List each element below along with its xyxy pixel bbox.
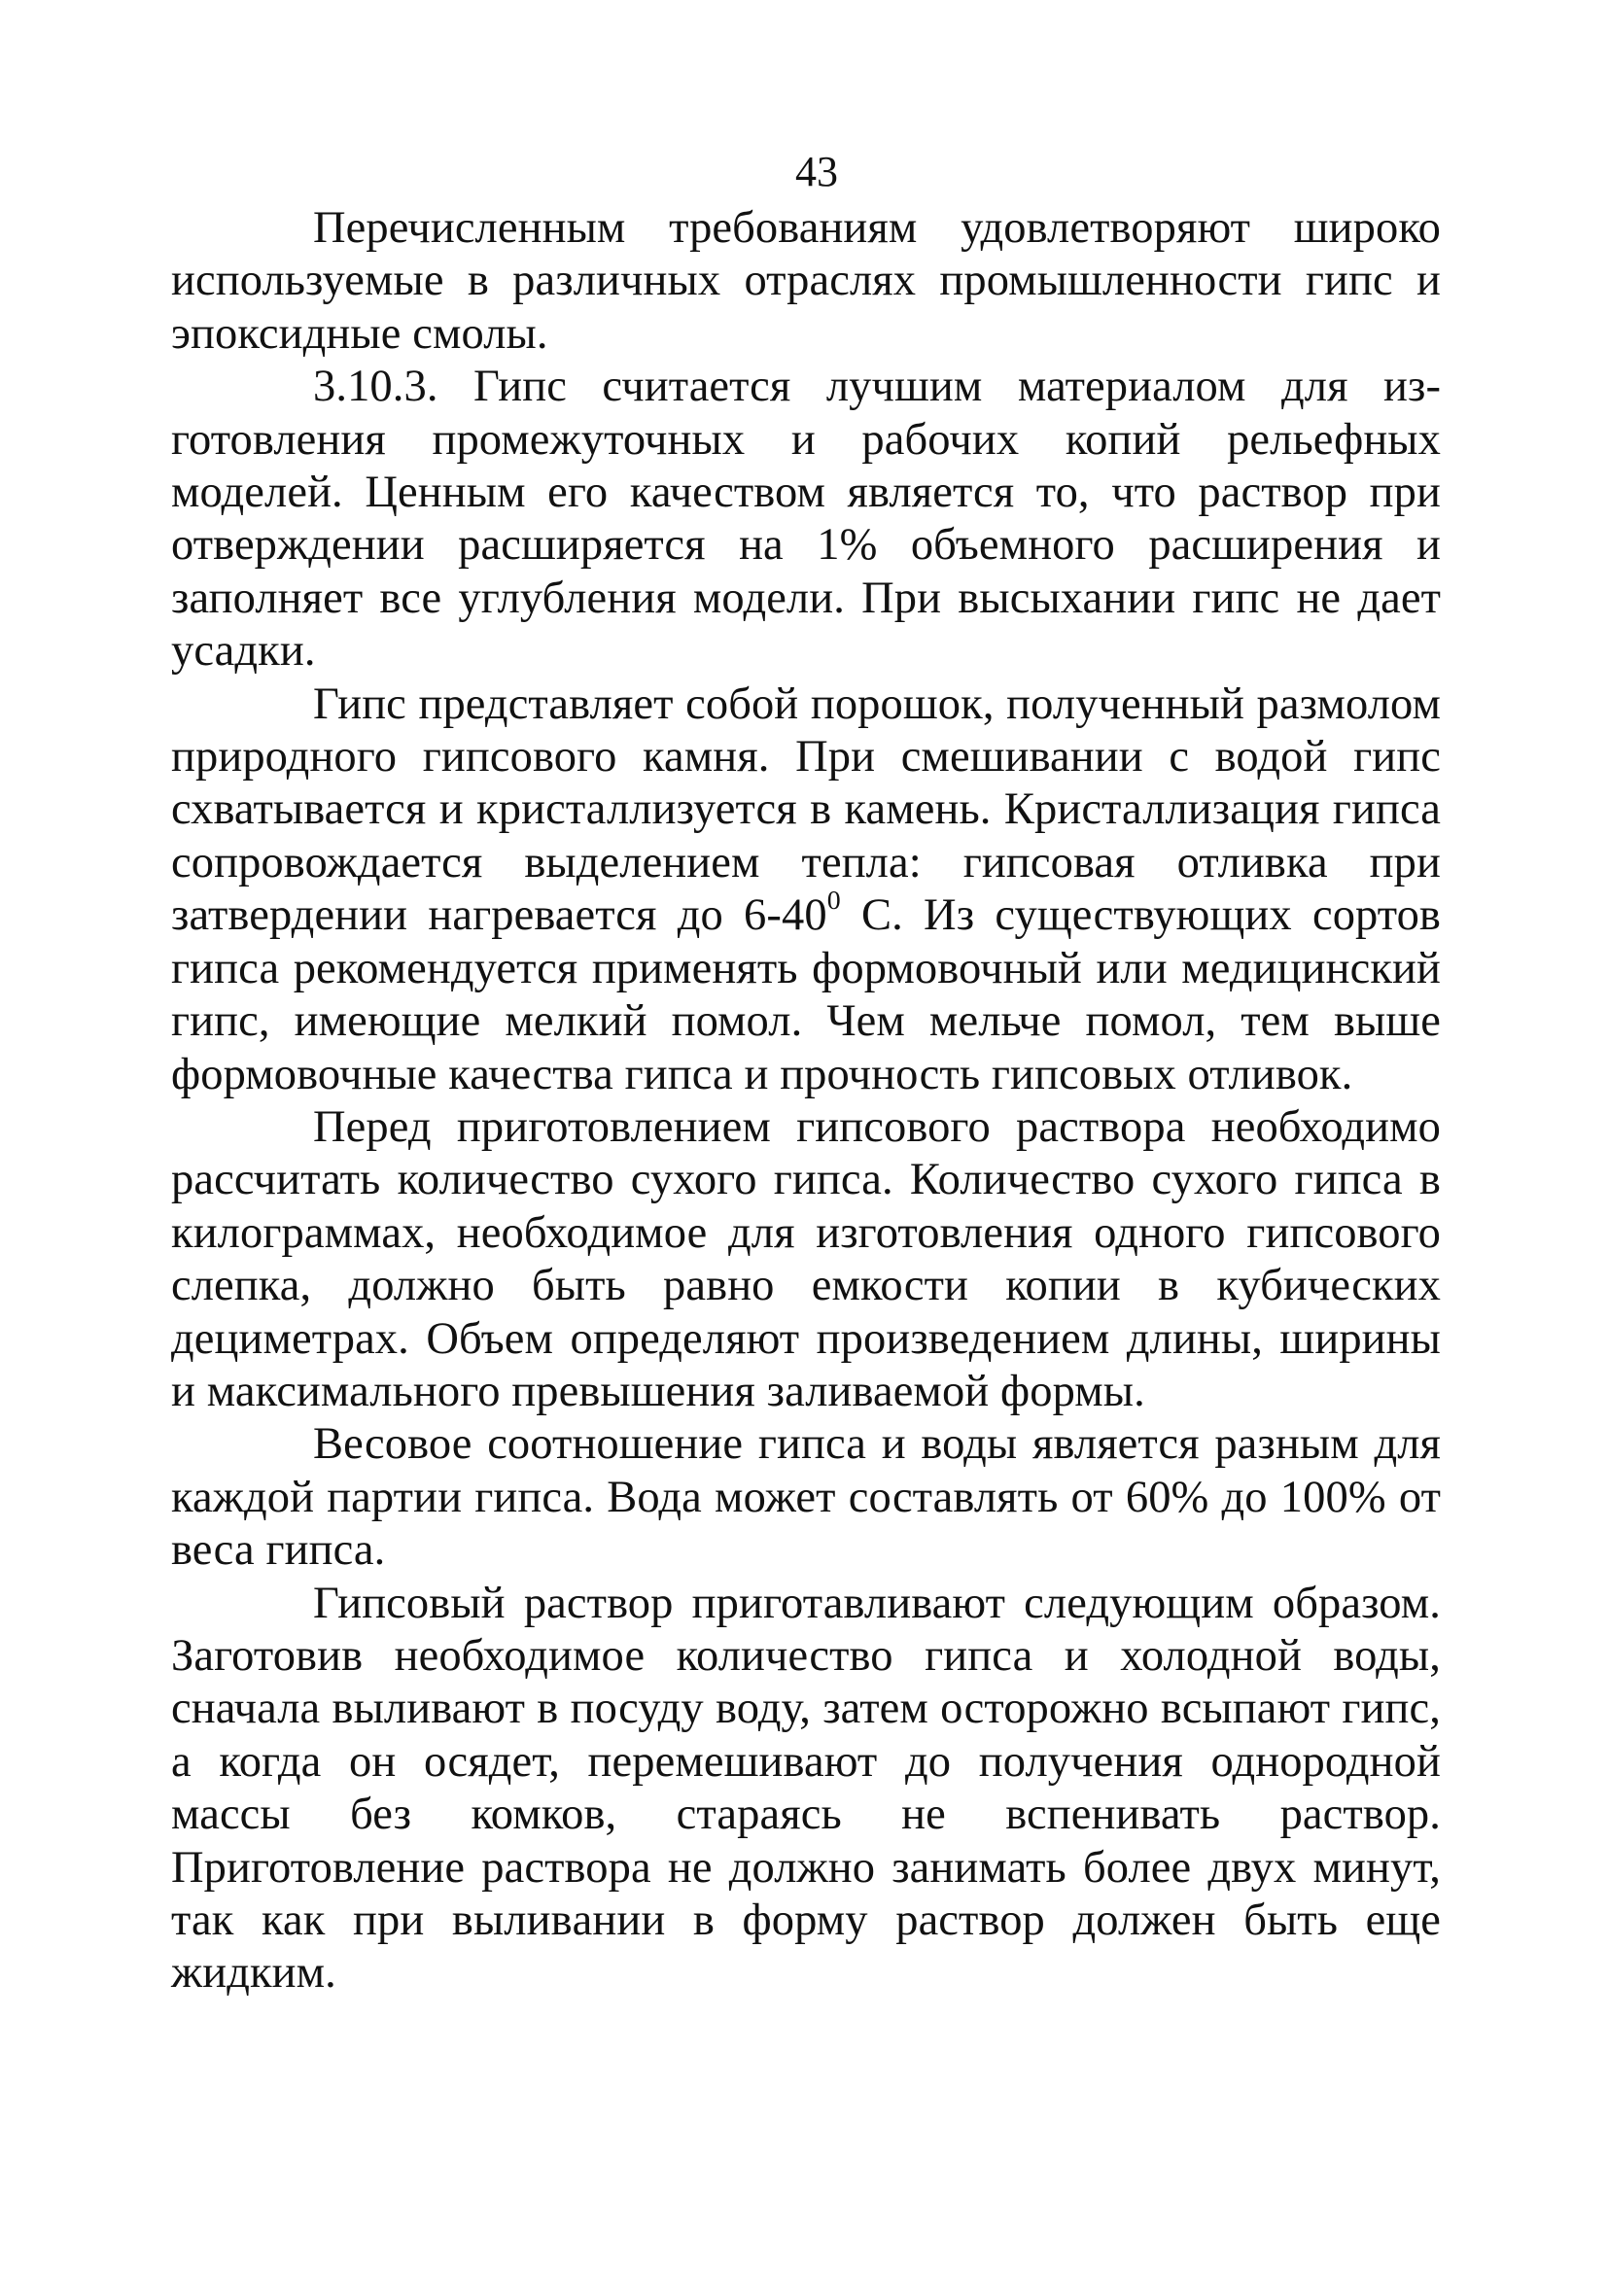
page-number: 43	[795, 148, 838, 195]
document-page	[171, 146, 1441, 2000]
paragraph-5: Весовое соотношение гипса и воды является разным для каждой партии гипса. Вода может составлять от 60% до 100% от веса гипса.	[171, 1419, 1441, 1576]
degree-superscript: 0	[826, 886, 841, 917]
temperature-value: 6-40	[744, 890, 827, 941]
paragraph-4: Перед приготовлением гипсового раствора необходимо рассчитать количество сухого гипса. Количество сухого гипса в килограммах, необходимое для изготовления одного гипсового слепка, должно быть равно емкости копии в кубических дециметрах. Объем определяют произведением длины, ширины и максимального превышения заливаемой формы.	[171, 1101, 1441, 1416]
paragraph-3	[171, 678, 1441, 1101]
paragraph-3-continuation: С. Из существующих сортов гипса рекомендуется применять формовочный или медицинский гипс, имеющие мелкий помол. Чем мельче помол, тем выше формовочные качества гипса и прочность гипсовых отливок.	[171, 890, 1441, 1099]
paragraph-3-text: Гипс представляет собой порошок, полученный размолом природного гипсового камня. При смешивании с водой гипс схватывается и кристаллизуется в камень. Кристаллизация гипса сопровождается выделением тепла: гипсовая отливка при затвердении нагревается до	[171, 678, 1441, 941]
paragraph-1: Перечисленным требованиям удовлетворяют широко используемые в различных отраслях промышленности гипс и эпоксидные смолы.	[171, 203, 1441, 359]
paragraph-6: Гипсовый раствор приготавливают следующим образом. Заготовив необходимое количество гипса и холодной воды, сначала выливают в посуду воду, затем осторожно всыпают гипс, а когда он осядет, перемешивают до получения однородной массы без комков, стараясь не вспенивать раствор. Приготовление раствора не должно занимать более двух минут, так как при выливaнии в форму раствор должен быть еще жидким.	[171, 1578, 1441, 1999]
paragraph-2: 3.10.3. Гипс считается лучшим материалом для изготовления промежуточных и рабочих копий рельефных моделей. Ценным его качеством является то, что раствор при отверждении расширяется на 1% объемного расширения и заполняет все углубления модели. При высыхании гипс не дает усадки.	[171, 362, 1441, 677]
